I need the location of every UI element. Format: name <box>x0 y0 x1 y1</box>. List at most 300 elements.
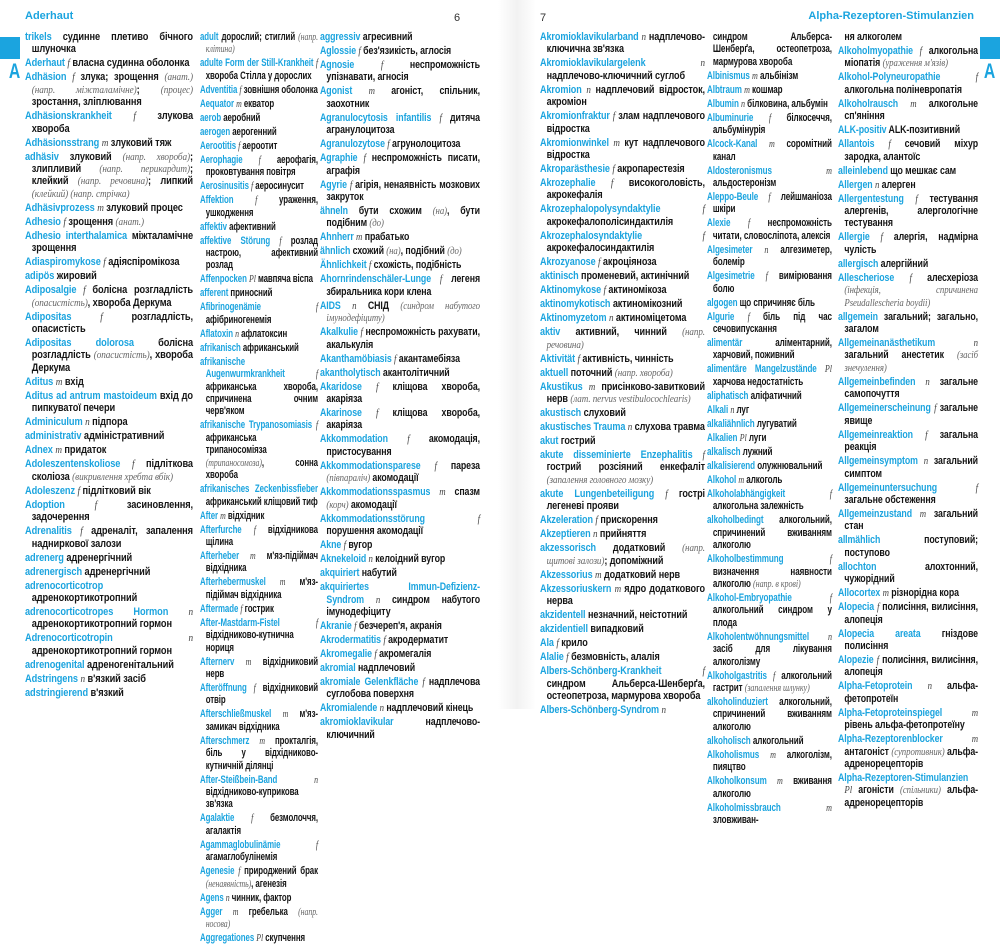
dictionary-entry <box>320 112 480 137</box>
headword: Alpha-Rezeptoren-Stimulanzien <box>838 771 969 784</box>
usage-note: (напр. речовина) <box>546 326 705 351</box>
translation: альбінізм <box>759 69 799 82</box>
grammar-label: n <box>85 416 90 429</box>
dictionary-entry <box>320 245 480 257</box>
headword: Adipositas <box>25 310 72 323</box>
translation: африканська хвороба, спричинена очним черв'яком <box>205 380 318 418</box>
translation: луг <box>736 403 750 416</box>
translation: безмовність, алалія <box>571 651 660 664</box>
translation: крило <box>561 637 588 650</box>
headword: Akzessoriuskern <box>540 582 612 595</box>
headword: Alkoholmissbrauch <box>707 801 781 814</box>
dictionary-entry <box>25 566 193 578</box>
headword: Akkommodation <box>320 433 388 446</box>
headword: Adstringens <box>25 672 78 685</box>
translation: природжений брак <box>244 865 318 878</box>
translation: схожість, подібність <box>373 259 462 272</box>
dictionary-entry <box>320 486 480 511</box>
headword: adrenocorticotrop <box>25 579 104 592</box>
translation: активний, чинний <box>575 326 683 339</box>
dictionary-entry <box>200 906 318 931</box>
grammar-label: f <box>358 45 361 57</box>
translation: екватор <box>243 97 275 110</box>
translation: м'яз-замикач відхідника <box>205 708 318 733</box>
headword: Alopecia <box>838 601 875 614</box>
translation: неспроможність упізнавати, агносія <box>326 59 480 84</box>
usage-note: (на) <box>432 205 447 218</box>
grammar-label: m <box>101 136 109 149</box>
translation: вимірювання болю <box>712 270 832 295</box>
dictionary-entry <box>838 98 978 123</box>
headword: Aktinomyzetom <box>540 312 607 325</box>
headword: Alkoholkonsum <box>707 775 767 788</box>
headword: Akranie <box>320 619 352 632</box>
translation: африканський кліщовий тиф <box>205 495 318 508</box>
dictionary-entry <box>200 221 318 233</box>
usage-note: (до) <box>447 245 462 258</box>
translation: додатковий <box>612 542 683 555</box>
dictionary-entry <box>838 654 978 679</box>
grammar-label: f <box>368 259 372 272</box>
translation: загальний; загально, загалом <box>844 310 978 336</box>
translation: рівень альфа-фетопротеїну <box>844 719 965 732</box>
dictionary-entry <box>25 71 193 108</box>
headword: Akaridose <box>320 380 362 393</box>
usage-note: (півпараліч) <box>326 472 371 485</box>
headword: alimentäre Mangelzustände <box>707 363 817 376</box>
grammar-label: m <box>769 138 775 151</box>
headword: Akromegalie <box>320 647 372 660</box>
headword: Aknekeloid <box>320 553 367 566</box>
dictionary-entry <box>320 300 480 325</box>
grammar-label: n <box>586 83 591 96</box>
grammar-label: n <box>730 403 735 416</box>
usage-note: (синдром набутого імунодефіциту) <box>326 299 480 325</box>
grammar-label: f <box>765 270 768 283</box>
headword: Allergentestung <box>838 192 904 205</box>
page-gutter <box>498 0 536 709</box>
dictionary-entry <box>320 460 480 485</box>
dictionary-entry <box>540 542 705 567</box>
grammar-label: Pl <box>844 784 853 797</box>
headword: Adventitia <box>200 83 238 96</box>
translation: скупчення <box>265 932 306 944</box>
headword: Algesimeter <box>707 243 753 256</box>
translation: альдостеронізм <box>712 177 777 190</box>
usage-note: (напр. хвороба) <box>122 150 190 163</box>
grammar-label: f <box>768 191 771 204</box>
translation: відхідниковий отвір <box>205 681 318 707</box>
dictionary-entry <box>540 514 705 526</box>
translation: акомодація, пристосування <box>326 433 480 458</box>
headword: Adhäsivprozess <box>25 201 95 214</box>
dictionary-entry <box>707 297 832 309</box>
headword: Akzeleration <box>540 514 593 527</box>
grammar-label: f <box>100 310 103 323</box>
dictionary-entry <box>540 110 705 135</box>
dictionary-entry <box>838 587 978 599</box>
grammar-label: m <box>919 507 927 520</box>
dictionary-entry <box>838 707 978 732</box>
dictionary-entry <box>707 244 832 269</box>
dictionary-entry <box>838 138 978 163</box>
dictionary-entry <box>707 775 832 800</box>
translation: злукова хвороба <box>31 110 193 135</box>
translation: ядро додаткового нерва <box>546 582 705 608</box>
headword: Aldosteronismus <box>707 164 772 177</box>
translation: альфа-адренорецепторів <box>844 745 978 770</box>
dictionary-entry <box>25 376 193 388</box>
dictionary-entry <box>540 163 705 175</box>
dictionary-entry <box>25 632 193 657</box>
grammar-label: f <box>77 484 80 497</box>
headword: alkoholbedingt <box>707 514 764 527</box>
dictionary-entry <box>200 892 318 904</box>
grammar-label: f <box>915 192 918 205</box>
dictionary-entry <box>707 802 832 827</box>
headword: adult <box>200 31 219 43</box>
translation: келоідний вугор <box>375 553 446 566</box>
headword: afrikanische Trypanosomiasis <box>200 419 313 432</box>
translation: адренокортикотропний <box>31 591 138 604</box>
headword: Akkommodationsspasmus <box>320 486 431 499</box>
translation: аеросинусит <box>255 180 304 193</box>
grammar-label: f <box>610 177 614 190</box>
translation: афективний <box>229 220 276 233</box>
headword: Akrozephalosyndaktylie <box>540 229 643 242</box>
translation: гніздове полисіння <box>844 627 978 652</box>
headword: Aerosinusitis <box>200 180 249 193</box>
translation: актиномікозний <box>612 298 683 311</box>
headword: alleinlebend <box>838 164 888 177</box>
dictionary-entry <box>838 45 978 70</box>
grammar-label: f <box>315 616 318 629</box>
translation: акромегалія <box>379 647 432 660</box>
headword: aktiv <box>540 326 561 339</box>
translation: надплечова суглобова поверхня <box>326 675 480 701</box>
dictionary-entry <box>25 311 193 336</box>
dictionary-entry <box>25 230 193 255</box>
grammar-label: f <box>238 865 241 878</box>
dictionary-entry <box>540 449 705 486</box>
grammar-label: f <box>376 407 379 420</box>
headword: Aktinomykose <box>540 284 602 297</box>
translation: зростання, зліплювання <box>31 96 142 109</box>
dictionary-entry <box>200 656 318 681</box>
grammar-label: f <box>255 194 258 207</box>
headword: Albuminurie <box>707 111 754 124</box>
translation: кут надплечового відростка <box>546 136 705 162</box>
dictionary-entry <box>25 31 193 56</box>
headword: adrenocorticotropes Hormon <box>25 605 169 618</box>
translation: різнорідна кора <box>891 587 959 600</box>
usage-note: (напр. речовина) <box>77 175 149 188</box>
translation: ; злипливий <box>31 150 193 176</box>
grammar-label: f <box>595 514 598 527</box>
translation: спазм <box>454 486 480 499</box>
dictionary-entry <box>540 298 705 310</box>
translation: хвороба Стілла у дорослих <box>205 69 312 82</box>
usage-note: (спільники) <box>900 784 941 797</box>
dictionary-entry <box>707 514 832 551</box>
usage-note: (анат.) (напр. міжталамічне) <box>31 71 193 96</box>
headword: Akromialende <box>320 702 378 715</box>
dictionary-entry <box>838 165 978 177</box>
dictionary-entry <box>540 84 705 109</box>
translation: соромітний канал <box>712 138 832 163</box>
grammar-label: f <box>239 83 242 96</box>
headword: Agnosie <box>320 59 355 71</box>
headword: afrikanische Augenwurmkrankheit <box>200 355 285 381</box>
dictionary-entry <box>540 270 705 282</box>
translation: засиновлення, задочерення <box>31 498 193 524</box>
translation: розгладлість, опасистість <box>31 310 193 336</box>
translation: що спричиняє біль <box>739 296 815 309</box>
translation: слухова травма <box>634 421 705 434</box>
grammar-label: n <box>874 178 880 191</box>
grammar-label: f <box>434 459 437 472</box>
dictionary-entry <box>320 553 480 565</box>
headword: Akkommodationsparese <box>320 459 421 472</box>
headword: akzidentell <box>540 609 586 622</box>
headword: allochton <box>838 560 877 573</box>
translation: болісна розгладлість <box>92 284 193 297</box>
translation: присінково-завитковий нерв <box>546 380 705 406</box>
grammar-label: m <box>259 734 266 747</box>
headword: akquiriertes Immun-Defizienz-Syndrom <box>320 581 480 606</box>
grammar-label: f <box>598 256 601 269</box>
translation: синдром набутого імунодефіциту <box>326 593 480 618</box>
translation: міжталамічне зрощення <box>31 229 193 255</box>
translation: аероотит <box>242 139 278 152</box>
running-head-right: Alpha-Rezeptoren-Stimulanzien <box>808 10 974 22</box>
headword: aktinisch <box>540 270 579 283</box>
grammar-label: f <box>477 512 480 525</box>
headword: ALK-positiv <box>838 124 887 137</box>
translation: алкоголізм, пияцтво <box>712 748 832 774</box>
translation: , подібний <box>400 245 448 258</box>
translation: без'язикість, аглосія <box>363 45 452 57</box>
translation: агрунолоцитоза <box>392 138 461 151</box>
headword: Afteröffnung <box>200 681 247 694</box>
grammar-label: n <box>925 375 930 388</box>
headword: alkalisierend <box>707 459 756 472</box>
grammar-label: f <box>975 71 978 84</box>
grammar-label: f <box>315 301 318 314</box>
headword: Alkoholentwöhnungsmittel <box>707 630 809 643</box>
translation: кліщова хвороба, акаріяза <box>326 380 480 406</box>
headword: Allescheriose <box>838 271 895 284</box>
translation: болісна розгладлість <box>31 337 193 362</box>
headword: allergisch <box>838 257 879 270</box>
translation: альфа-фетопротеїн <box>844 680 978 705</box>
headword: Albers-Schönberg-Krankheit <box>540 665 662 678</box>
grammar-label: m <box>97 201 104 214</box>
dictionary-entry <box>707 553 832 590</box>
thumb-index-tab-right <box>980 37 1000 59</box>
headword: akzessorisch <box>540 542 597 555</box>
dictionary-entry <box>200 84 318 96</box>
grammar-label: m <box>971 733 978 746</box>
dictionary-entry <box>320 152 480 177</box>
translation: відхідник <box>227 509 265 522</box>
grammar-label: f <box>975 481 978 494</box>
dictionary-entry <box>707 696 832 733</box>
translation: адренергічний <box>84 565 151 578</box>
translation: африканський <box>242 341 299 354</box>
grammar-label: m <box>356 231 363 244</box>
translation: акантолітичний <box>382 366 450 379</box>
running-head-left: Aderhaut <box>25 10 74 22</box>
translation: безмолоччя, агалактія <box>205 812 318 837</box>
grammar-label: m <box>738 473 745 486</box>
grammar-label: f <box>702 449 705 462</box>
headword: Akne <box>320 539 342 552</box>
headword: Aggregationes <box>200 932 255 944</box>
dictionary-entry <box>200 112 318 124</box>
grammar-label: m <box>282 708 289 721</box>
translation: надплечовий <box>357 661 416 674</box>
dictionary-entry <box>838 179 978 191</box>
headword: Aerootitis <box>200 139 236 152</box>
usage-note: (запалення шлунку) <box>744 681 810 694</box>
usage-note: (трипаносомоза) <box>205 456 262 469</box>
headword: Akustikus <box>540 380 583 393</box>
translation: ; клейкий <box>31 163 193 188</box>
grammar-label: f <box>315 57 318 70</box>
grammar-label: n <box>375 593 381 606</box>
headword: adipös <box>25 270 55 283</box>
headword: Adhäsionskrankheit <box>25 110 112 123</box>
headword: Adrenalitis <box>25 525 72 538</box>
grammar-label: f <box>439 111 442 124</box>
dictionary-entry <box>707 670 832 695</box>
translation: аерофагія, проковтування повітря <box>205 153 318 179</box>
dictionary-entry <box>838 31 978 43</box>
translation: кошмар <box>752 83 783 96</box>
headword: After <box>200 509 218 522</box>
dictionary-entry <box>838 628 978 653</box>
grammar-label: f <box>72 71 75 84</box>
grammar-label: f <box>315 838 318 851</box>
grammar-label: f <box>258 153 261 166</box>
usage-note: (ураження м'язів) <box>882 57 948 70</box>
translation: ; допоміжний <box>604 554 664 567</box>
headword: Akzessorius <box>540 568 593 581</box>
headword: Alkohol-Polyneuropathie <box>838 71 941 84</box>
dictionary-entry <box>838 772 978 809</box>
translation: алкогольний, спричинений вживанням алкоголю <box>712 514 832 552</box>
usage-note: (клейкий) (напр. стрічка) <box>31 187 130 200</box>
translation: відхідниковий нерв <box>205 655 318 680</box>
translation: , бути подібним <box>326 205 480 230</box>
headword: akute disseminierte Enzephalitis <box>540 449 693 462</box>
thumb-index-letter-left: A <box>8 60 21 83</box>
dictionary-entry <box>838 402 978 427</box>
usage-note: (запалення головного мозку) <box>546 473 654 486</box>
dictionary-entry <box>838 124 978 136</box>
dictionary-entry <box>25 57 193 69</box>
headword: Alkohol-Embryopathie <box>707 591 792 604</box>
dictionary-entry <box>707 138 832 163</box>
translation: адреногенітальний <box>86 658 174 671</box>
headword: Afibrinogenämie <box>200 301 261 314</box>
dictionary-entry <box>838 733 978 770</box>
translation: поточний <box>570 366 615 379</box>
headword: Adhesio <box>25 215 61 228</box>
grammar-label: f <box>556 637 559 650</box>
translation: СНІД <box>367 299 401 312</box>
headword: Alkali <box>707 403 729 416</box>
dictionary-entry <box>25 256 193 268</box>
headword: Allocortex <box>838 587 881 600</box>
translation: підліткова сколіоза <box>31 458 193 483</box>
headword: allmählich <box>838 534 881 547</box>
grammar-label: m <box>588 380 596 393</box>
dictionary-entry <box>540 31 705 56</box>
translation: неспроможність рахувати, акалькулія <box>326 326 480 351</box>
usage-note: (опасистість) <box>93 349 150 362</box>
headword: Alpha-Fetoprotein <box>838 680 913 693</box>
dictionary-entry <box>200 865 318 890</box>
translation: адренокортикотропний гормон <box>31 644 172 657</box>
translation: алкогольна залежність <box>712 500 804 513</box>
thumb-index-tab-left <box>0 37 20 59</box>
dictionary-entry <box>200 682 318 707</box>
usage-note: (напр. перикардит) <box>99 163 190 176</box>
headword: Adhäsionsstrang <box>25 136 100 149</box>
dictionary-entry <box>320 567 480 579</box>
usage-note: (напр. щитові залози) <box>546 542 705 567</box>
dictionary-entry <box>320 513 480 538</box>
dictionary-entry <box>25 580 193 605</box>
grammar-label: n <box>641 31 646 43</box>
translation: м'яз-підіймач відхідника <box>205 549 318 575</box>
dictionary-entry <box>707 432 832 444</box>
grammar-label: f <box>63 215 66 228</box>
headword: Akromioklavikularband <box>540 31 639 43</box>
headword: Alkohol <box>707 473 737 486</box>
headword: Afterheber <box>200 549 240 562</box>
dictionary-entry <box>707 363 832 388</box>
grammar-label: m <box>439 486 446 499</box>
grammar-label: m <box>882 587 889 600</box>
headword: allgemein <box>838 310 878 323</box>
grammar-label: m <box>279 576 286 589</box>
grammar-label: f <box>251 180 254 193</box>
translation: неспроможність писати, аграфія <box>326 152 480 177</box>
translation: акродерматит <box>388 633 449 646</box>
grammar-label: n <box>225 891 230 904</box>
translation: агірія, ненаявність мозкових закруток <box>326 178 480 204</box>
translation: акомодації <box>370 472 419 485</box>
headword: affektive Störung <box>200 234 271 247</box>
headword: akustisches Trauma <box>540 421 626 434</box>
headword: adulte Form der Still-Krankheit <box>200 57 314 70</box>
translation: розлад настрою, афективний розлад <box>205 234 318 272</box>
headword: Alkoholabhängigkeit <box>707 487 786 500</box>
usage-note: (викривлення хребта вбік) <box>72 470 174 483</box>
dictionary-entry <box>838 311 978 336</box>
grammar-label: f <box>238 139 241 152</box>
grammar-label: f <box>360 326 363 339</box>
translation: , сонна хвороба <box>205 456 318 482</box>
headword: Algurie <box>707 310 735 323</box>
translation: адренергічний <box>66 551 133 564</box>
grammar-label: f <box>829 591 832 604</box>
translation: надплечовий відросток, акроміон <box>546 83 705 109</box>
headword: Allergie <box>838 231 870 244</box>
